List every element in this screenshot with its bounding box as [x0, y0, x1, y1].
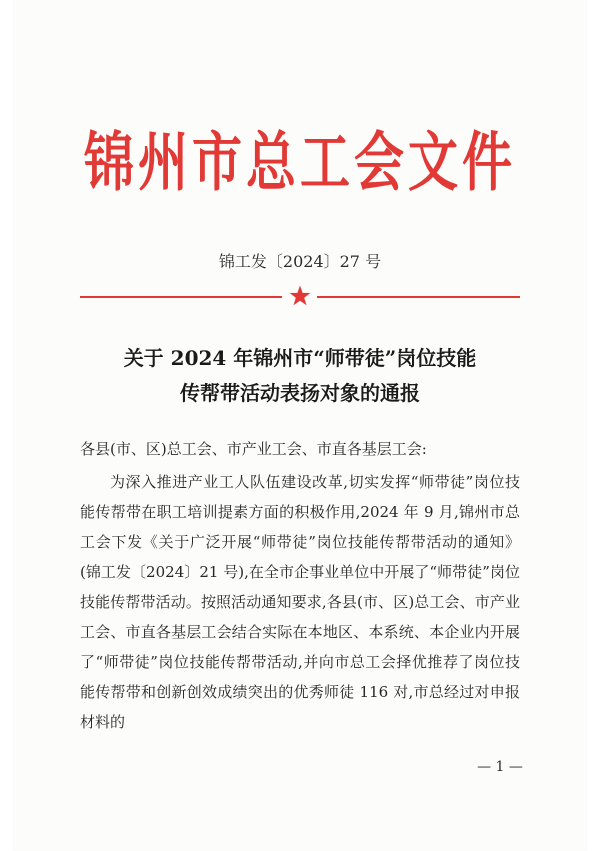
notice-title-line-2: 传帮带活动表扬对象的通报	[180, 381, 420, 405]
page-number: — 1 —	[477, 759, 523, 775]
notice-title-line-1: 关于 2024 年锦州市“师带徒”岗位技能	[123, 346, 477, 370]
masthead-title: 锦州市总工会文件	[84, 124, 516, 200]
document-number: 锦工发〔2024〕27 号	[218, 252, 382, 271]
salutation: 各县(市、区)总工会、市产业工会、市直各基层工会:	[80, 440, 427, 458]
red-divider-left	[80, 296, 282, 298]
red-star-icon	[288, 284, 312, 308]
red-divider-right	[317, 296, 520, 298]
body-paragraph: 为深入推进产业工人队伍建设改革,切实发挥“师带徒”岗位技能传帮带在职工培训提素方面的积极作用,2024 年 9 月,锦州市总工会下发《关于广泛开展“师带徒”岗位技能传帮带活动的通知》(锦工发〔2024〕21 号),在全市企事业单位中开展了“师带徒”岗位技能传帮带活动。按照活动通知要求,各县(市、区)总工会、市产业工会、市直各基层工会结合实际在本地区、本系统、本企业内开展了“师带徒”岗位技能传帮带活动,并向市总工会择优推荐了岗位技能传帮带和创新创效成绩突出的优秀师徒 116 对,市总经过对申报材料的	[80, 473, 520, 731]
